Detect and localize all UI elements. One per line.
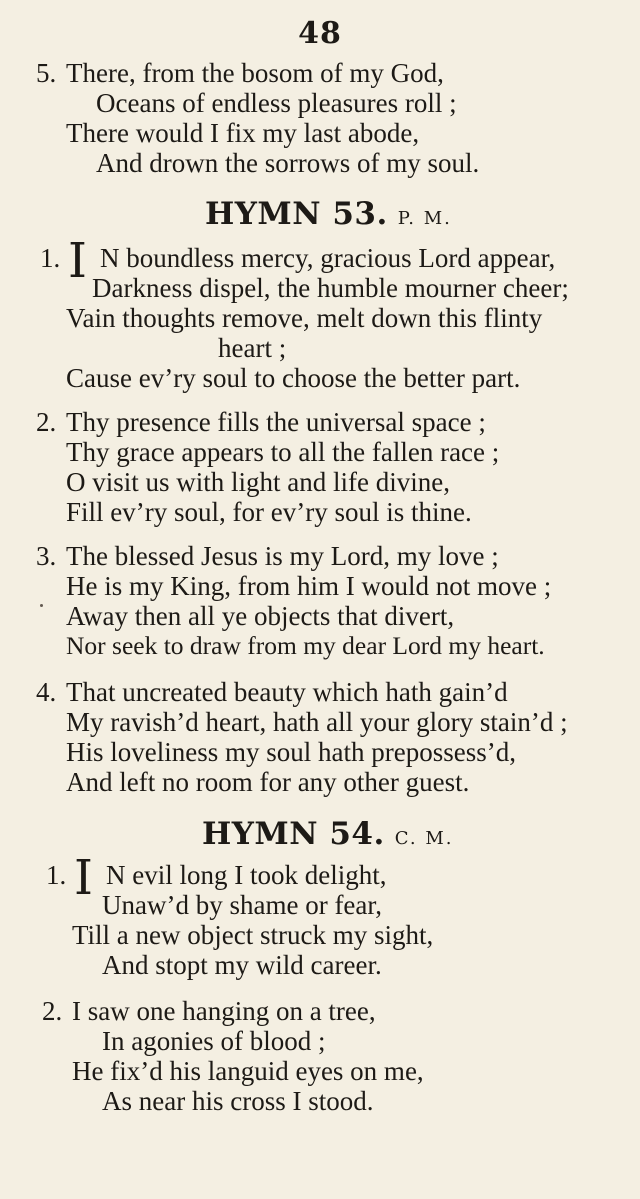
verse-number: 4.	[36, 677, 57, 707]
verse-number: 5.	[36, 58, 57, 88]
verse-line: As near his cross I stood.	[102, 1086, 374, 1116]
verse-line: Oceans of endless pleasures roll ;	[96, 88, 457, 118]
drop-cap-letter: I	[68, 233, 87, 289]
verse-text: N evil long I took delight,	[106, 860, 387, 890]
verse-line	[42, 996, 376, 1026]
verse-line: Till a new object struck my sight,	[72, 920, 434, 950]
verse-line	[36, 541, 499, 571]
verse-line: And left no room for any other guest.	[66, 767, 470, 797]
verse-line: Fill ev’ry soul, for ev’ry soul is thine.	[66, 497, 472, 527]
verse-line: He is my King, from him I would not move ;	[66, 571, 552, 601]
verse-line: heart ;	[218, 333, 287, 363]
verse-line: Away then all ye objects that divert,	[66, 601, 455, 631]
verse-line	[36, 407, 486, 437]
hymn-title: HYMN 54.	[202, 816, 385, 852]
verse-text: There, from the bosom of my God,	[66, 58, 444, 88]
drop-cap-letter: I	[74, 850, 93, 906]
verse-line: My ravish’d heart, hath all your glory stain’d ;	[66, 707, 568, 737]
verse-line: Vain thoughts remove, melt down this flinty	[66, 303, 543, 333]
verse-number: 3.	[36, 541, 57, 571]
ink-speck	[40, 604, 43, 607]
verse-number: 1.	[40, 243, 61, 273]
verse-line: And drown the sorrows of my soul.	[96, 148, 480, 178]
verse-text: Thy presence fills the universal space ;	[66, 407, 486, 437]
verse-line: And stopt my wild career.	[102, 950, 382, 980]
hymn-54-heading	[202, 816, 454, 852]
verse-line: His loveliness my soul hath prepossess’d,	[66, 737, 516, 767]
hymn-meter: P. M.	[397, 208, 452, 229]
hymn-53-heading	[205, 196, 452, 232]
verse-line: There would I fix my last abode,	[66, 118, 420, 148]
verse-text: That uncreated beauty which hath gain’d	[66, 677, 508, 707]
verse-number: 1.	[46, 860, 67, 890]
verse-line: O visit us with light and life divine,	[66, 467, 450, 497]
verse-line: In agonies of blood ;	[102, 1026, 326, 1056]
verse-line: Cause ev’ry soul to choose the better part.	[66, 363, 521, 393]
hymn-title: HYMN 53.	[205, 196, 388, 232]
page-number: 48	[298, 16, 342, 51]
verse-line: Darkness dispel, the humble mourner cheer;	[92, 273, 569, 303]
verse-line	[36, 677, 508, 707]
hymn-meter: C. M.	[394, 828, 454, 849]
verse-line: Thy grace appears to all the fallen race ;	[66, 437, 500, 467]
verse-text: The blessed Jesus is my Lord, my love ;	[66, 541, 499, 571]
verse-line: Nor seek to draw from my dear Lord my heart.	[66, 631, 545, 660]
verse-line	[36, 58, 444, 88]
verse-line: Unaw’d by shame or fear,	[102, 890, 383, 920]
verse-number: 2.	[36, 407, 57, 437]
verse-text: I saw one hanging on a tree,	[72, 996, 376, 1026]
verse-line: He fix’d his languid eyes on me,	[72, 1056, 424, 1086]
verse-number: 2.	[42, 996, 63, 1026]
verse-text: N boundless mercy, gracious Lord appear,	[100, 243, 556, 273]
